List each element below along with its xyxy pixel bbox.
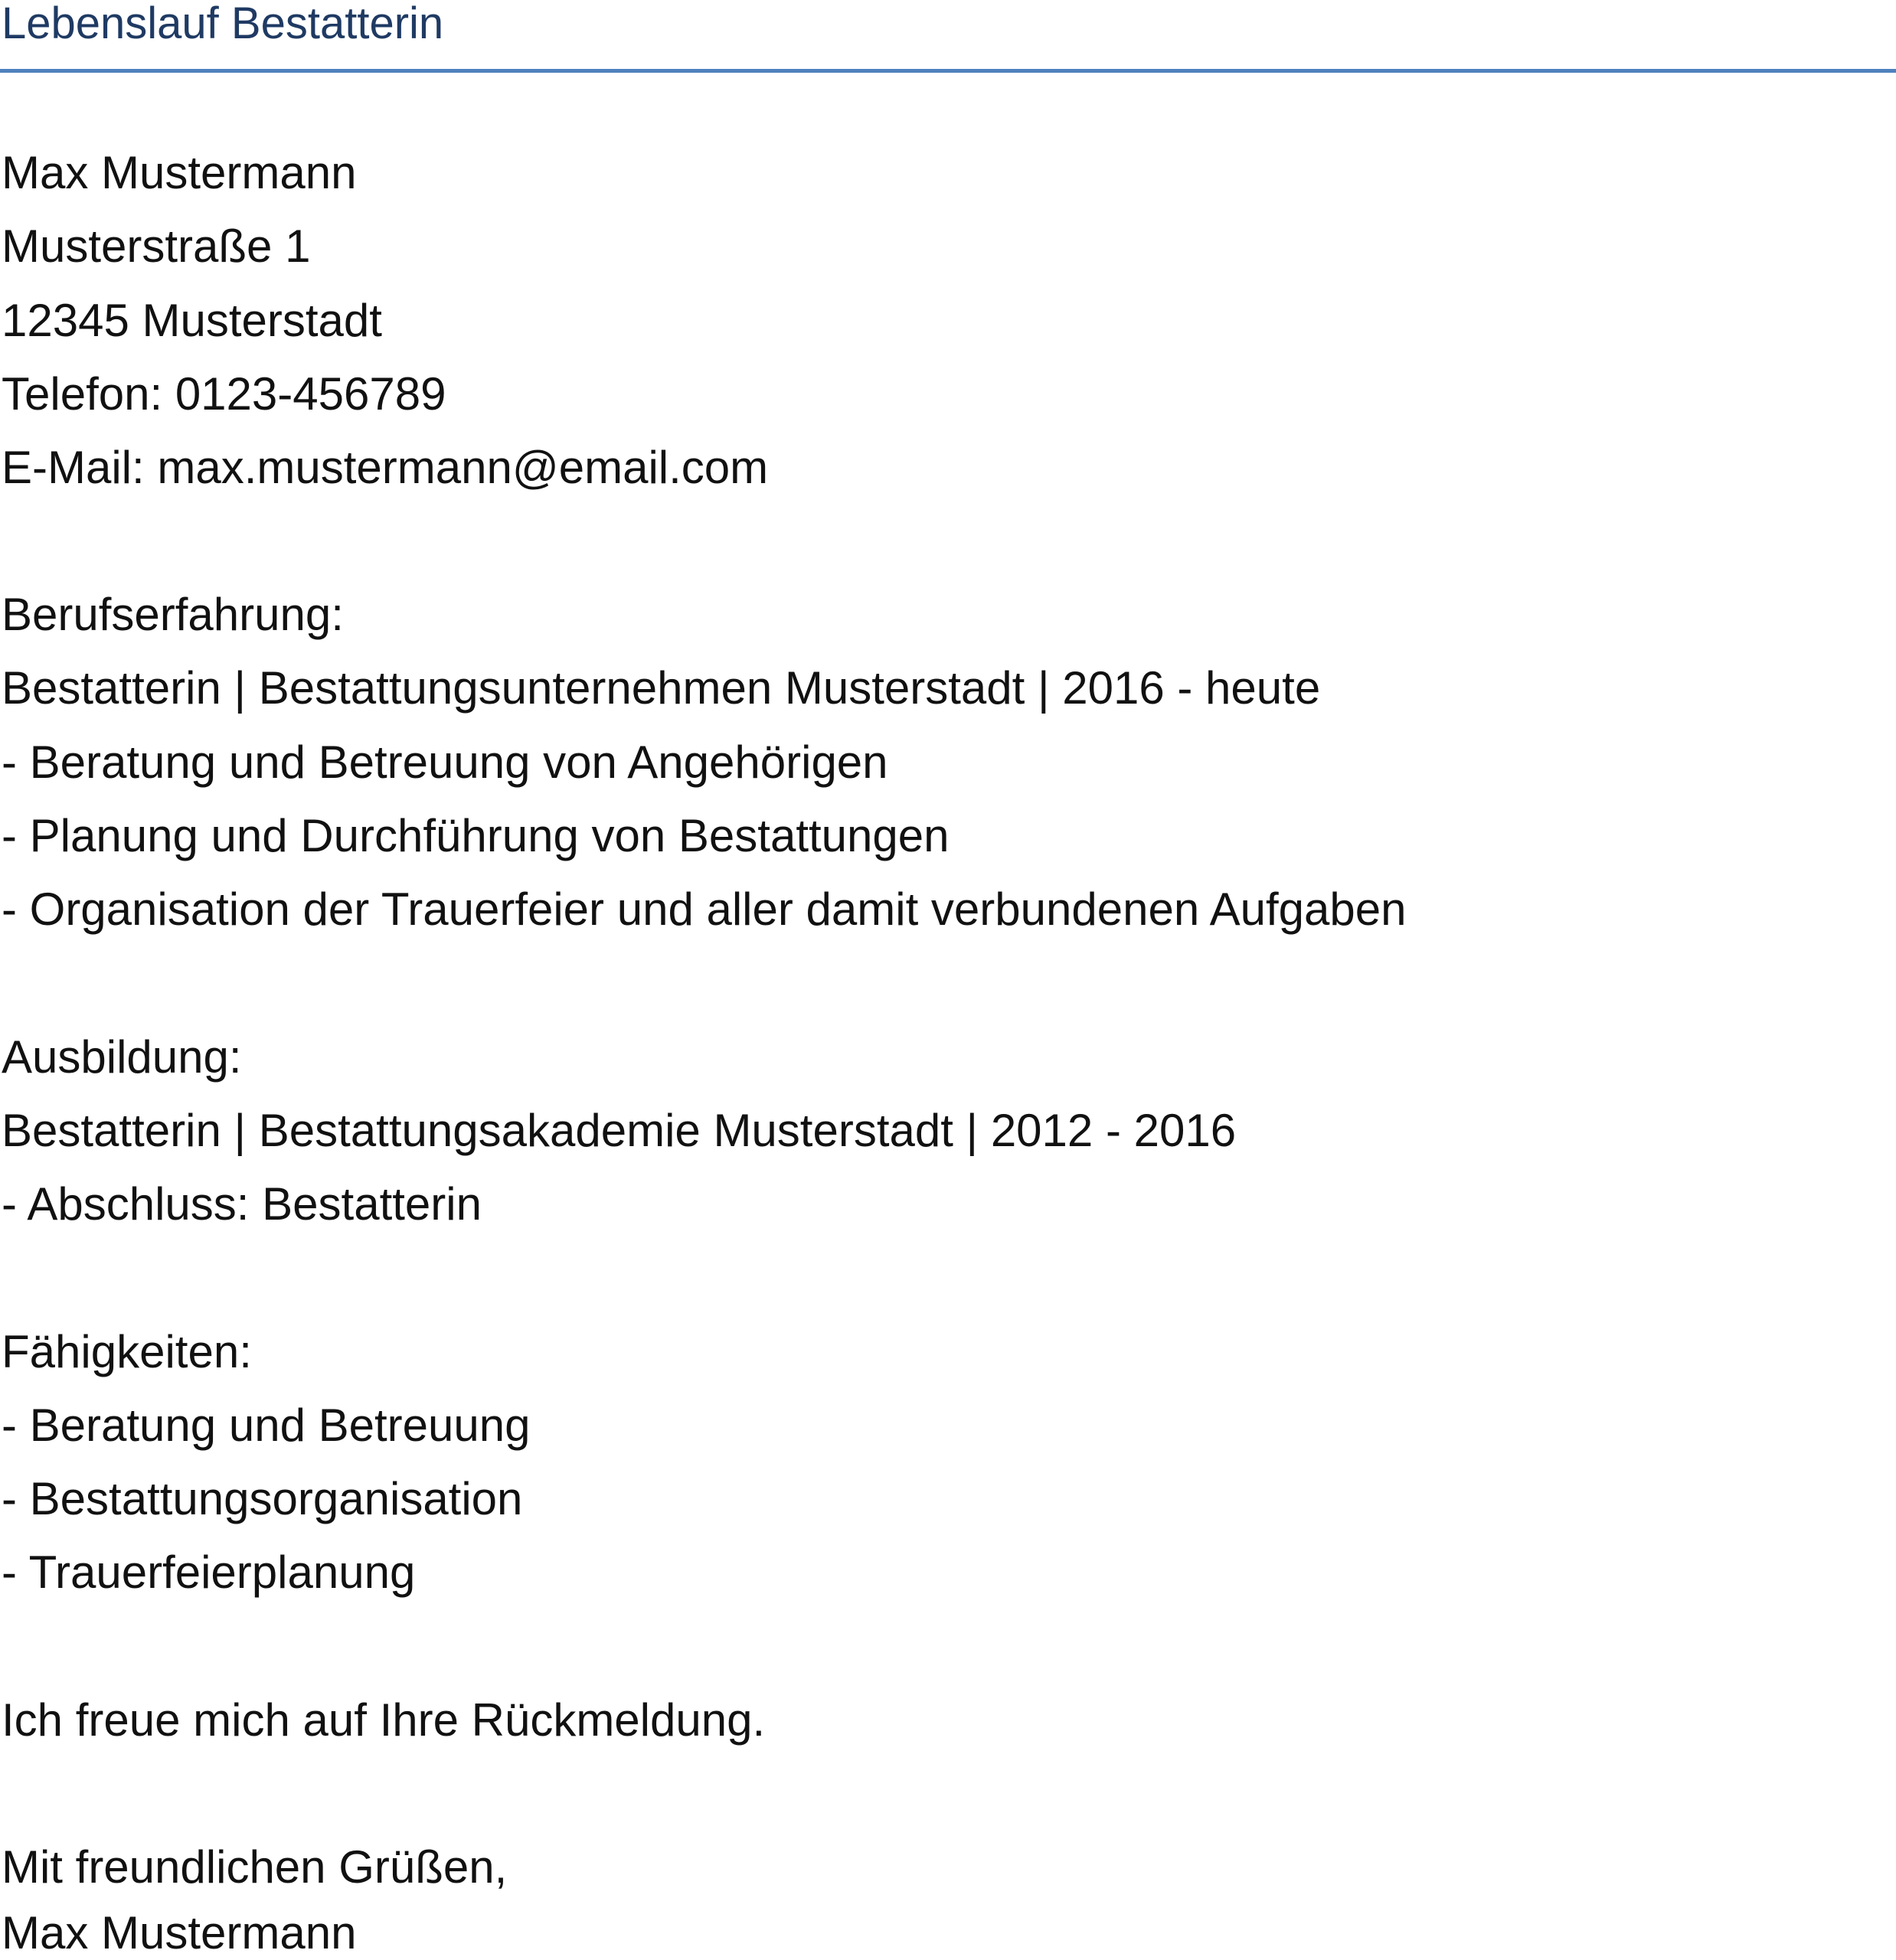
contact-email: E-Mail: max.mustermann@email.com [2,442,769,493]
education-bullet: - Abschluss: Bestatterin [2,1178,482,1230]
contact-phone: Telefon: 0123-456789 [2,368,446,420]
document-title: Lebenslauf Bestatterin [2,0,444,48]
experience-bullet: - Beratung und Betreuung von Angehörigen [2,737,888,788]
closing-salutation: Mit freundlichen Grüßen, [2,1841,508,1893]
skills-bullet: - Bestattungsorganisation [2,1473,523,1524]
experience-bullet: - Planung und Durchführung von Bestattungen [2,810,950,861]
experience-heading: Berufserfahrung: [2,589,344,640]
contact-name: Max Mustermann [2,147,357,198]
education-entry: Bestatterin | Bestattungsakademie Musterstadt | 2012 - 2016 [2,1105,1237,1156]
skills-bullet: - Trauerfeierplanung [2,1547,416,1598]
closing-signature: Max Mustermann [2,1907,357,1958]
skills-bullet: - Beratung und Betreuung [2,1400,531,1451]
title-divider [0,69,1896,73]
education-heading: Ausbildung: [2,1031,242,1083]
contact-city: 12345 Musterstadt [2,295,382,346]
closing-text: Ich freue mich auf Ihre Rückmeldung. [2,1694,766,1746]
skills-heading: Fähigkeiten: [2,1326,252,1377]
experience-bullet: - Organisation der Trauerfeier und aller damit verbundenen Aufgaben [2,884,1407,935]
experience-entry: Bestatterin | Bestattungsunternehmen Musterstadt | 2016 - heute [2,662,1321,714]
contact-street: Musterstraße 1 [2,220,311,272]
